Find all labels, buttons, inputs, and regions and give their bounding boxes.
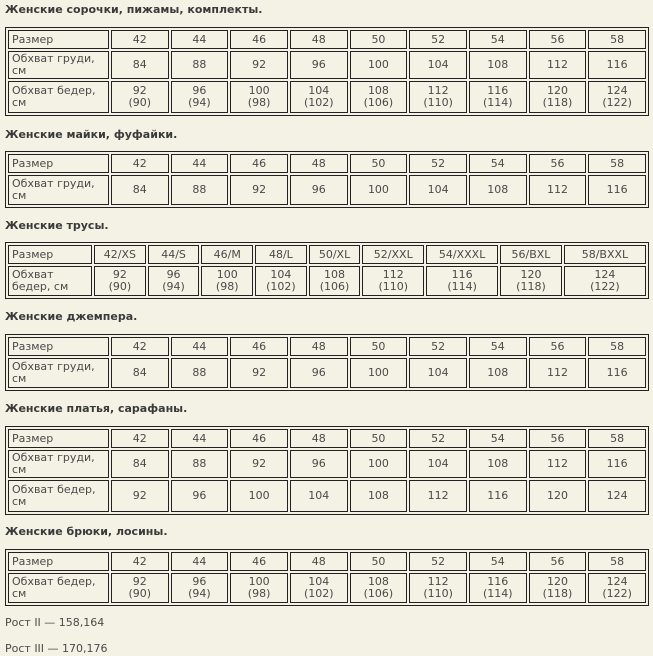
table-cell: 112 <box>529 175 587 205</box>
table-cell: 84 <box>111 358 169 388</box>
table-cell: 92 <box>111 480 169 512</box>
table-cell: 56 <box>529 30 587 49</box>
table-cell: 96 <box>290 51 348 79</box>
table-cell: 50 <box>350 552 408 571</box>
table-cell: 120 (118) <box>529 81 587 113</box>
row-label: Обхват груди, см <box>8 51 109 79</box>
table-cell: 42 <box>111 552 169 571</box>
table-cell: 58 <box>588 552 646 571</box>
height-note: Рост III — 170,176 <box>5 642 108 655</box>
table-cell: 116 <box>588 51 646 79</box>
table-cell: 112 <box>529 450 587 478</box>
table-cell: 92 (90) <box>111 573 169 603</box>
table-cell: 112 <box>529 358 587 388</box>
table-cell: 42 <box>111 30 169 49</box>
table-cell: 88 <box>171 51 229 79</box>
height-note: Рост II — 158,164 <box>5 616 105 629</box>
size-table <box>5 27 649 116</box>
table-cell: 44 <box>171 429 229 448</box>
table-cell: 116 <box>588 175 646 205</box>
table-cell: 108 <box>469 175 527 205</box>
table-row <box>8 30 646 49</box>
table-cell: 54 <box>469 30 527 49</box>
table-row <box>8 154 646 173</box>
table-cell: 104 <box>409 51 467 79</box>
table-cell: 108 <box>469 450 527 478</box>
table-cell: 84 <box>111 450 169 478</box>
table-cell: 92 <box>230 358 288 388</box>
table-cell: 108 (106) <box>309 266 361 296</box>
table-cell: 52 <box>409 337 467 356</box>
table-cell: 92 <box>230 51 288 79</box>
table-cell: 104 (102) <box>290 573 348 603</box>
table-cell: 112 <box>529 51 587 79</box>
table-cell: 92 (90) <box>94 266 146 296</box>
table-cell: 96 <box>171 480 229 512</box>
table-cell: 58 <box>588 30 646 49</box>
table-cell: 46 <box>230 154 288 173</box>
table-cell: 112 (110) <box>362 266 424 296</box>
table-cell: 42 <box>111 429 169 448</box>
row-label: Обхват бедер, см <box>8 81 109 113</box>
table-cell: 116 <box>588 358 646 388</box>
table-cell: 104 (102) <box>255 266 307 296</box>
table-cell: 58/BXXL <box>564 245 646 264</box>
table-cell: 116 (114) <box>469 573 527 603</box>
table-row <box>8 358 646 388</box>
table-cell: 100 <box>350 358 408 388</box>
row-label: Обхват бедер, см <box>8 480 109 512</box>
row-label: Размер <box>8 30 109 49</box>
table-cell: 50 <box>350 429 408 448</box>
table-cell: 104 <box>290 480 348 512</box>
table-cell: 108 (106) <box>350 81 408 113</box>
size-table <box>5 549 649 606</box>
row-label: Обхват груди, см <box>8 450 109 478</box>
table-cell: 104 <box>409 358 467 388</box>
size-table <box>5 242 649 299</box>
table-cell: 88 <box>171 358 229 388</box>
row-label: Обхват бедер, см <box>8 266 92 296</box>
table-cell: 56 <box>529 154 587 173</box>
table-cell: 88 <box>171 175 229 205</box>
table-cell: 44 <box>171 30 229 49</box>
table-cell: 92 <box>230 175 288 205</box>
table-cell: 96 (94) <box>171 81 229 113</box>
table-cell: 46 <box>230 429 288 448</box>
row-label: Размер <box>8 429 109 448</box>
table-cell: 50 <box>350 154 408 173</box>
table-cell: 52 <box>409 154 467 173</box>
table-cell: 104 (102) <box>290 81 348 113</box>
table-cell: 124 (122) <box>588 573 646 603</box>
table-row <box>8 480 646 512</box>
table-cell: 44/S <box>148 245 200 264</box>
size-table <box>5 151 649 208</box>
table-cell: 108 <box>350 480 408 512</box>
table-cell: 100 (98) <box>230 81 288 113</box>
table-cell: 56/BXL <box>500 245 562 264</box>
table-cell: 54 <box>469 552 527 571</box>
table-row <box>8 51 646 79</box>
table-cell: 104 <box>409 450 467 478</box>
section-title: Женские сорочки, пижамы, комплекты. <box>5 3 263 16</box>
row-label: Размер <box>8 552 109 571</box>
table-cell: 116 (114) <box>426 266 498 296</box>
table-cell: 96 <box>290 450 348 478</box>
table-cell: 96 <box>290 175 348 205</box>
table-cell: 96 (94) <box>171 573 229 603</box>
section-title: Женские платья, сарафаны. <box>5 402 188 415</box>
table-cell: 112 (110) <box>409 81 467 113</box>
table-cell: 58 <box>588 337 646 356</box>
table-cell: 48 <box>290 337 348 356</box>
table-cell: 100 <box>350 450 408 478</box>
table-row <box>8 573 646 603</box>
table-cell: 52 <box>409 30 467 49</box>
table-cell: 44 <box>171 552 229 571</box>
table-cell: 124 <box>588 480 646 512</box>
table-cell: 88 <box>171 450 229 478</box>
table-cell: 52 <box>409 429 467 448</box>
table-row <box>8 245 646 264</box>
table-row <box>8 266 646 296</box>
table-cell: 124 (122) <box>588 81 646 113</box>
table-cell: 52 <box>409 552 467 571</box>
table-cell: 48 <box>290 429 348 448</box>
table-cell: 104 <box>409 175 467 205</box>
table-cell: 120 <box>529 480 587 512</box>
table-cell: 108 (106) <box>350 573 408 603</box>
table-cell: 54/XXXL <box>426 245 498 264</box>
table-cell: 84 <box>111 51 169 79</box>
table-cell: 44 <box>171 154 229 173</box>
table-cell: 42/XS <box>94 245 146 264</box>
table-cell: 116 <box>469 480 527 512</box>
table-cell: 56 <box>529 429 587 448</box>
table-cell: 46/M <box>201 245 253 264</box>
table-cell: 58 <box>588 154 646 173</box>
table-cell: 108 <box>469 358 527 388</box>
table-cell: 112 (110) <box>409 573 467 603</box>
table-cell: 100 (98) <box>201 266 253 296</box>
table-cell: 56 <box>529 337 587 356</box>
table-cell: 56 <box>529 552 587 571</box>
table-cell: 48 <box>290 30 348 49</box>
table-cell: 112 <box>409 480 467 512</box>
table-row <box>8 337 646 356</box>
table-cell: 48/L <box>255 245 307 264</box>
table-cell: 54 <box>469 429 527 448</box>
table-cell: 100 <box>350 175 408 205</box>
table-cell: 46 <box>230 337 288 356</box>
table-row <box>8 429 646 448</box>
table-cell: 124 (122) <box>564 266 646 296</box>
table-cell: 42 <box>111 154 169 173</box>
table-row <box>8 450 646 478</box>
table-cell: 84 <box>111 175 169 205</box>
section-title: Женские джемпера. <box>5 310 138 323</box>
table-row <box>8 552 646 571</box>
table-cell: 100 <box>350 51 408 79</box>
row-label: Обхват бедер, см <box>8 573 109 603</box>
row-label: Обхват груди, см <box>8 175 109 205</box>
table-cell: 46 <box>230 30 288 49</box>
table-cell: 42 <box>111 337 169 356</box>
table-cell: 50 <box>350 30 408 49</box>
section-title: Женские брюки, лосины. <box>5 525 168 538</box>
row-label: Размер <box>8 337 109 356</box>
table-cell: 52/XXL <box>362 245 424 264</box>
table-cell: 50 <box>350 337 408 356</box>
table-cell: 48 <box>290 552 348 571</box>
table-cell: 96 <box>290 358 348 388</box>
table-cell: 96 (94) <box>148 266 200 296</box>
table-cell: 120 (118) <box>529 573 587 603</box>
table-cell: 92 (90) <box>111 81 169 113</box>
row-label: Размер <box>8 245 92 264</box>
size-table <box>5 426 649 515</box>
table-cell: 50/XL <box>309 245 361 264</box>
table-cell: 108 <box>469 51 527 79</box>
table-cell: 92 <box>230 450 288 478</box>
table-cell: 44 <box>171 337 229 356</box>
size-table <box>5 334 649 391</box>
table-cell: 54 <box>469 154 527 173</box>
table-cell: 100 (98) <box>230 573 288 603</box>
row-label: Обхват груди, см <box>8 358 109 388</box>
table-cell: 120 (118) <box>500 266 562 296</box>
section-title: Женские майки, фуфайки. <box>5 128 178 141</box>
table-row <box>8 81 646 113</box>
row-label: Размер <box>8 154 109 173</box>
table-cell: 46 <box>230 552 288 571</box>
section-title: Женские трусы. <box>5 219 109 232</box>
table-cell: 116 (114) <box>469 81 527 113</box>
table-cell: 54 <box>469 337 527 356</box>
table-cell: 48 <box>290 154 348 173</box>
table-row <box>8 175 646 205</box>
table-cell: 58 <box>588 429 646 448</box>
table-cell: 100 <box>230 480 288 512</box>
table-cell: 116 <box>588 450 646 478</box>
